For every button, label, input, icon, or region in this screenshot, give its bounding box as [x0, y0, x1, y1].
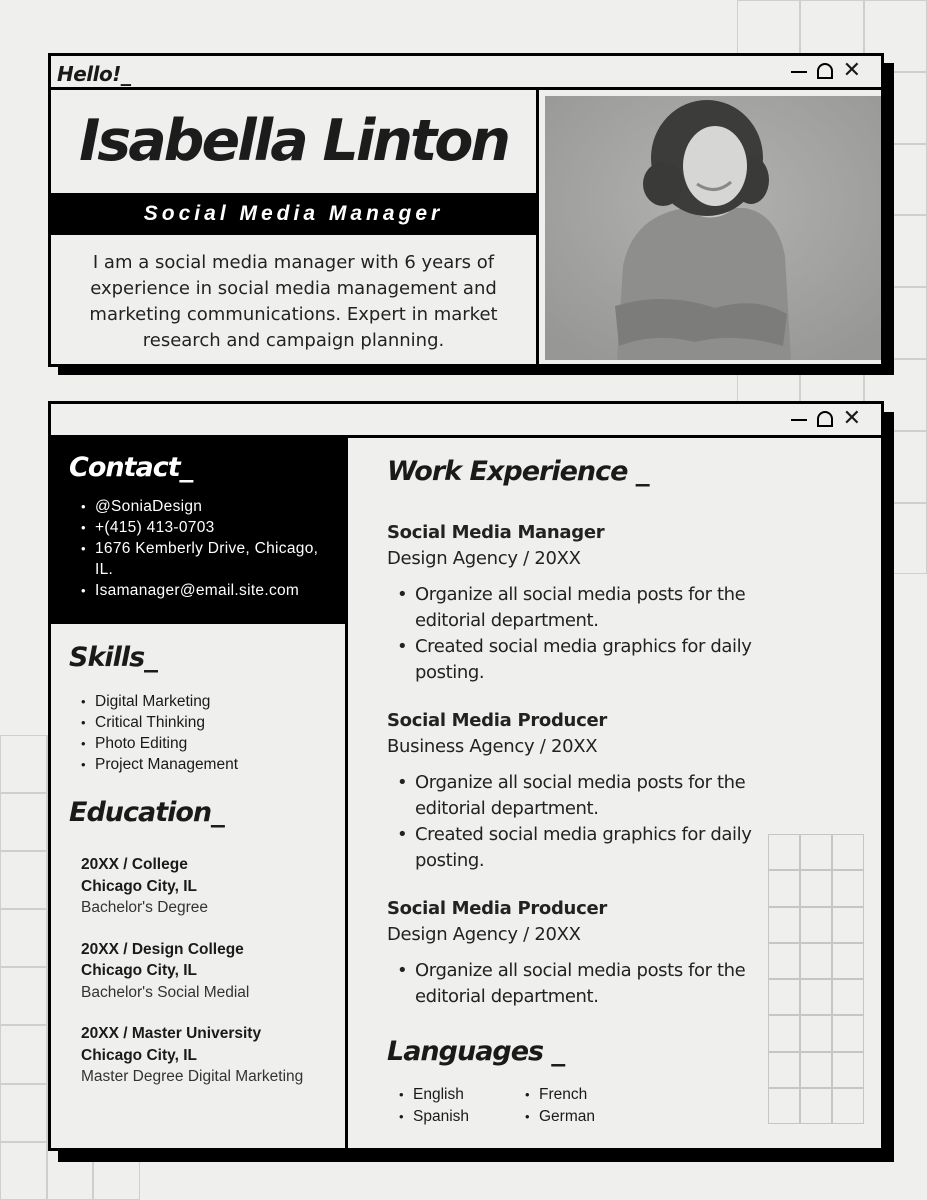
skills-list [79, 691, 238, 775]
contact-social[interactable]: • @SoniaDesign [79, 496, 339, 517]
resume-window [48, 401, 884, 1151]
list-item: • German [523, 1106, 643, 1128]
education-item [81, 854, 303, 919]
intro-pane [51, 90, 539, 364]
languages-heading: Languages _ [387, 1036, 565, 1067]
list-item: • Created social media graphics for daily posting. [387, 634, 767, 686]
list-item: • Organize all social media posts for the editorial department. [387, 582, 767, 634]
job-company: Design Agency / 20XX [387, 548, 581, 569]
maximize-icon[interactable] [817, 63, 833, 79]
grid-cell [832, 907, 864, 943]
close-icon[interactable]: ✕ [842, 406, 861, 431]
decorative-grid-inner [768, 834, 864, 1124]
education-heading: Education_ [69, 797, 224, 828]
contact-address: • 1676 Kemberly Drive, Chicago, IL. [79, 538, 339, 580]
list-item: • Created social media graphics for daily posting. [387, 822, 767, 874]
grid-cell [0, 1142, 47, 1200]
contact-section [51, 438, 345, 624]
window-controls [791, 406, 861, 431]
job-title: Social Media Producer [387, 710, 607, 731]
list-item: • Project Management [79, 754, 238, 775]
grid-cell [832, 834, 864, 870]
education-city: Chicago City, IL [81, 1046, 197, 1064]
education-degree: Bachelor's Degree [81, 899, 209, 916]
grid-cell [768, 1088, 800, 1124]
grid-cell [832, 1015, 864, 1051]
grid-cell [800, 907, 832, 943]
work-experience-heading: Work Experience _ [387, 456, 649, 487]
job-company: Design Agency / 20XX [387, 924, 581, 945]
grid-cell [0, 851, 47, 909]
list-item: • Digital Marketing [79, 691, 238, 712]
close-icon[interactable]: ✕ [842, 58, 861, 83]
list-item: • Critical Thinking [79, 712, 238, 733]
list-item: • Organize all social media posts for the editorial department. [387, 958, 767, 1010]
maximize-icon[interactable] [817, 411, 833, 427]
job-role: Social Media Manager [51, 193, 536, 235]
job-title: Social Media Producer [387, 898, 607, 919]
grid-cell [832, 1088, 864, 1124]
list-item: • Photo Editing [79, 733, 238, 754]
job-bullets [387, 770, 767, 874]
education-degree: Master Degree Digital Marketing [81, 1068, 304, 1085]
greeting: Hello!_ [57, 62, 131, 86]
grid-cell [768, 979, 800, 1015]
education-title: 20XX / College [81, 856, 188, 873]
grid-cell [800, 834, 832, 870]
education-item [81, 939, 303, 1004]
contact-email[interactable]: • Isamanager@email.site.com [79, 580, 339, 601]
list-item: • Spanish [397, 1106, 523, 1128]
grid-cell [0, 1025, 47, 1083]
grid-cell [800, 1052, 832, 1088]
full-name: Isabella Linton [79, 108, 508, 174]
job-bullets [387, 958, 767, 1010]
languages-list [397, 1084, 643, 1127]
grid-cell [768, 907, 800, 943]
grid-cell [0, 1084, 47, 1142]
grid-cell [832, 979, 864, 1015]
grid-cell [800, 979, 832, 1015]
list-item: • Organize all social media posts for the editorial department. [387, 770, 767, 822]
profile-photo [545, 96, 881, 360]
grid-cell [768, 1052, 800, 1088]
education-list [81, 854, 303, 1108]
grid-cell [0, 735, 47, 793]
resume-titlebar [51, 404, 881, 438]
job-company: Business Agency / 20XX [387, 736, 598, 757]
job-bullets [387, 582, 767, 686]
education-title: 20XX / Master University [81, 1025, 262, 1042]
job-entry [387, 708, 767, 874]
education-city: Chicago City, IL [81, 877, 197, 895]
grid-cell [0, 793, 47, 851]
portrait-image [545, 96, 881, 360]
education-degree: Bachelor's Social Medial [81, 983, 250, 1001]
education-item [81, 1023, 303, 1088]
minimize-icon[interactable] [791, 419, 807, 422]
skills-heading: Skills_ [69, 642, 157, 673]
grid-cell [832, 943, 864, 979]
grid-cell [768, 834, 800, 870]
minimize-icon[interactable] [791, 71, 807, 74]
grid-cell [832, 870, 864, 906]
job-entry [387, 520, 767, 686]
job-title: Social Media Manager [387, 522, 605, 543]
contact-heading: Contact_ [69, 452, 193, 483]
grid-cell [0, 909, 47, 967]
grid-cell [768, 943, 800, 979]
contact-list [79, 496, 339, 601]
grid-cell [800, 1088, 832, 1124]
grid-cell [768, 870, 800, 906]
grid-cell [768, 1015, 800, 1051]
contact-phone[interactable]: • +(415) 413-0703 [79, 517, 339, 538]
education-title: 20XX / Design College [81, 940, 244, 958]
grid-cell [800, 870, 832, 906]
jobs-list [387, 520, 767, 1032]
header-window [48, 53, 884, 367]
grid-cell [832, 1052, 864, 1088]
profile-summary: I am a social media manager with 6 years of experience in social media management and marketing communications. Expert in market research and campaign planning. [89, 252, 498, 351]
grid-cell [800, 943, 832, 979]
grid-cell [0, 967, 47, 1025]
sidebar [51, 438, 348, 1148]
grid-cell [800, 1015, 832, 1051]
window-controls [791, 58, 861, 83]
list-item: • French [523, 1084, 643, 1106]
header-titlebar [51, 56, 881, 90]
list-item: • English [397, 1084, 523, 1106]
job-entry [387, 896, 767, 1010]
education-city: Chicago City, IL [81, 962, 197, 979]
